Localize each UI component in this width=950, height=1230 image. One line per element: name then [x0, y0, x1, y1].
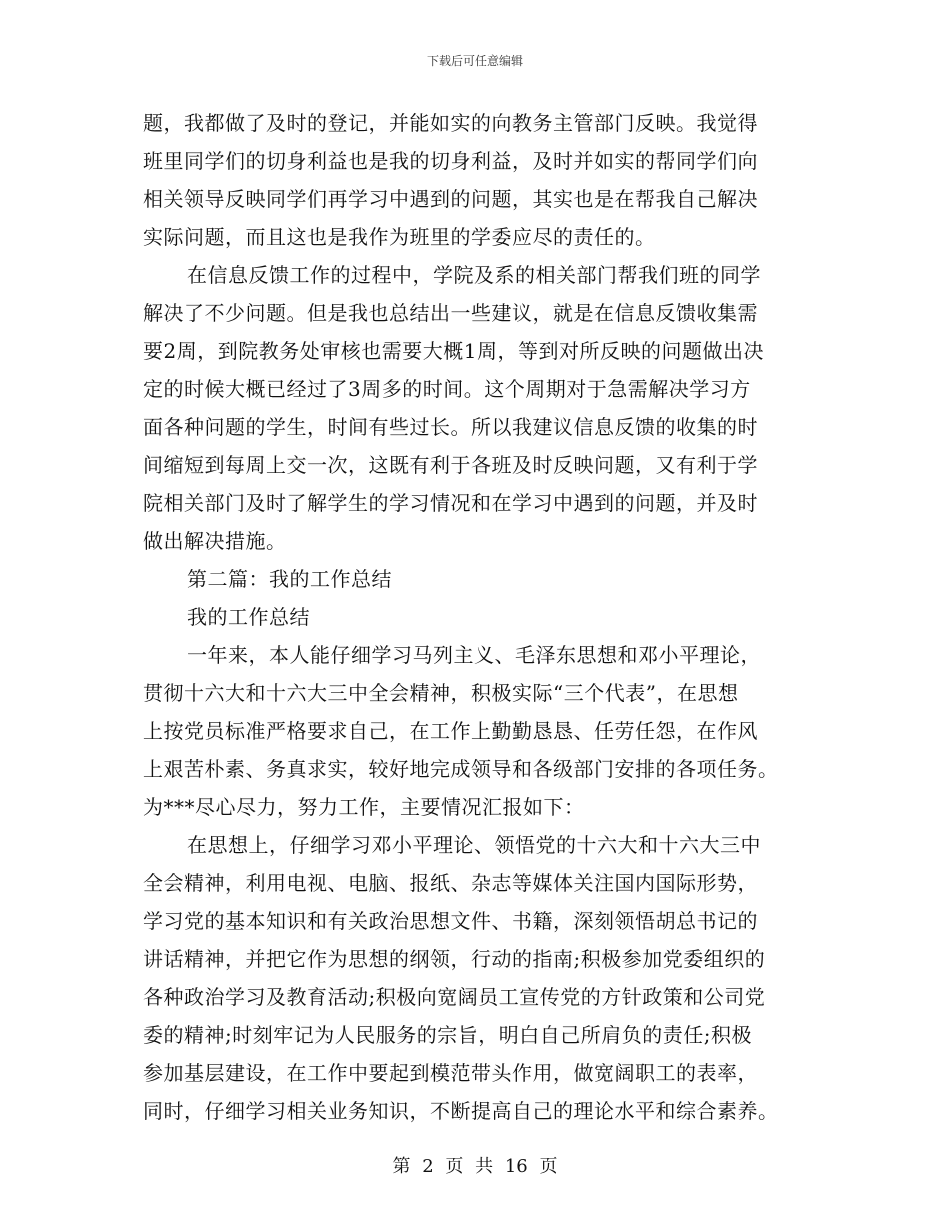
text-line: 面各种问题的学生，时间有些过长。所以我建议信息反馈的收集的时	[143, 415, 758, 439]
text-line: 题，我都做了及时的登记，并能如实的向教务主管部门反映。我觉得	[143, 111, 758, 135]
text-line: 全会精神，利用电视、电脑、报纸、杂志等媒体关注国内国际形势，	[143, 871, 758, 895]
text-line: 上艰苦朴素、务真求实，较好地完成领导和各级部门安排的各项任务。	[143, 757, 779, 781]
text-line: 为***尽心尽力，努力工作，主要情况汇报如下：	[143, 795, 585, 819]
text-line: 讲话精神，并把它作为思想的纲领，行动的指南;积极参加党委组织的	[143, 947, 766, 971]
text-line: 院相关部门及时了解学生的学习情况和在学习中遇到的问题，并及时	[143, 491, 758, 515]
text-line: 委的精神;时刻牢记为人民服务的宗旨，明白自己所肩负的责任;积极	[143, 1023, 752, 1047]
text-line: 做出解决措施。	[143, 529, 287, 553]
text-line: 相关领导反映同学们再学习中遇到的问题，其实也是在帮我自己解决	[143, 187, 758, 211]
text-line: 贯彻十六大和十六大三中全会精神，积极实际“三个代表”，在思想	[143, 681, 739, 705]
text-line: 间缩短到每周上交一次，这既有利于各班及时反映问题，又有利于学	[143, 453, 758, 477]
page-header: 下载后可任意编辑	[426, 54, 523, 68]
text-line: 各种政治学习及教育活动;积极向宽阔员工宣传党的方针政策和公司党	[143, 985, 766, 1009]
paragraph-start: 在思想上，仔细学习邓小平理论、领悟党的十六大和十六大三中	[187, 833, 761, 857]
text-line: 参加基层建设，在工作中要起到模范带头作用，做宽阔职工的表率，	[143, 1061, 758, 1085]
text-line: 学习党的基本知识和有关政治思想文件、书籍，深刻领悟胡总书记的	[143, 909, 758, 933]
text-line: 上按党员标准严格要求自己，在工作上勤勤恳恳、任劳任怨，在作风	[143, 719, 758, 743]
page-number: 第 2 页 共 16 页	[392, 1156, 558, 1177]
text-line: 解决了不少问题。但是我也总结出一些建议，就是在信息反馈收集需	[143, 301, 758, 325]
paragraph-start: 在信息反馈工作的过程中，学院及系的相关部门帮我们班的同学	[187, 263, 761, 287]
text-line: 实际问题，而且这也是我作为班里的学委应尽的责任的。	[143, 225, 656, 249]
text-line: 班里同学们的切身利益也是我的切身利益，及时并如实的帮同学们向	[143, 149, 758, 173]
paragraph-start: 一年来，本人能仔细学习马列主义、毛泽东思想和邓小平理论，	[187, 643, 761, 667]
section-heading: 第二篇：我的工作总结	[187, 567, 392, 591]
section-title: 我的工作总结	[187, 605, 310, 629]
text-line: 同时，仔细学习相关业务知识，不断提高自己的理论水平和综合素养。	[143, 1099, 779, 1123]
text-line: 要2周，到院教务处审核也需要大概1周，等到对所反映的问题做出决	[143, 339, 764, 363]
text-line: 定的时候大概已经过了3周多的时间。这个周期对于急需解决学习方	[143, 377, 751, 401]
document-body	[143, 104, 815, 1130]
